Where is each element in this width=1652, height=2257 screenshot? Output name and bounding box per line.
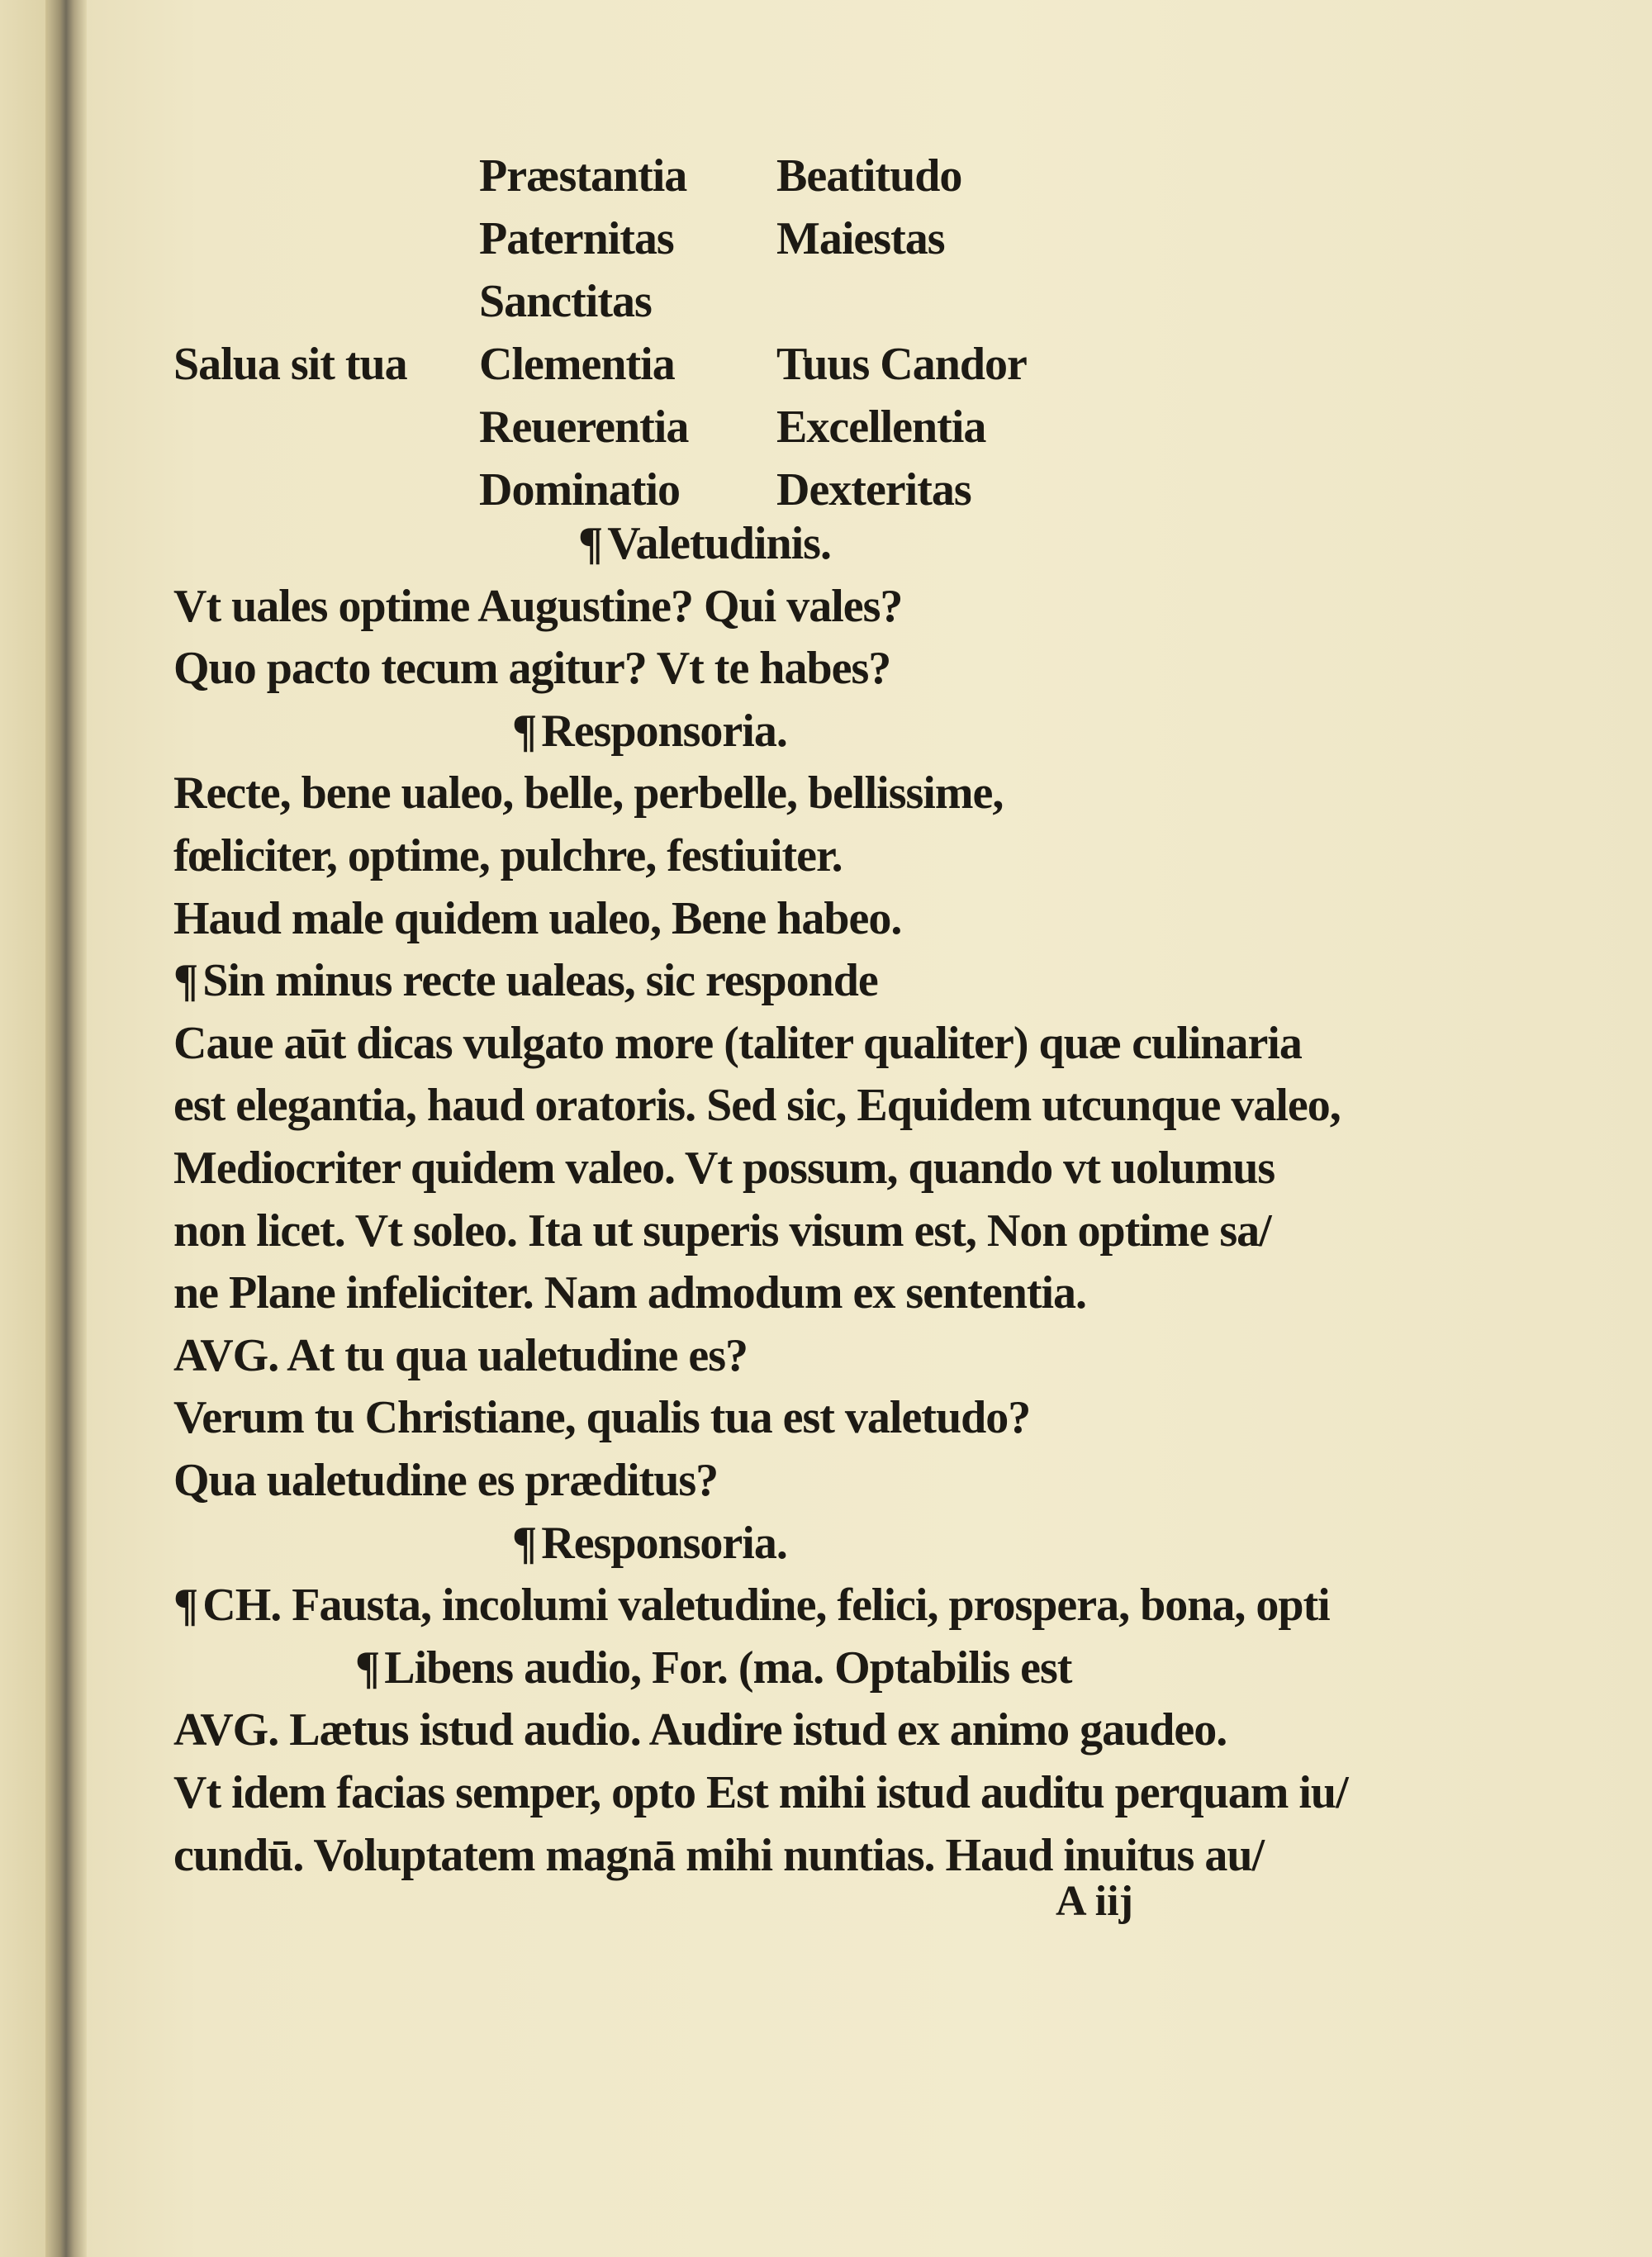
pilcrow-icon: ¶ <box>512 1517 537 1569</box>
line-text: cundū. Voluptatem magnā mihi nuntias. Haud inuitus au/ <box>173 1829 1265 1881</box>
line-text: Recte, bene ualeo, belle, perbelle, bellissime, <box>173 767 1004 820</box>
title-word: Reuerentia <box>479 402 689 453</box>
text-line <box>512 1518 787 1568</box>
salutation-label: Salua sit tua <box>173 339 407 390</box>
title-word: Clementia <box>479 339 675 390</box>
line-text: Valetudinis. <box>607 518 831 569</box>
text-line <box>173 1268 1086 1318</box>
pilcrow-icon: ¶ <box>355 1642 380 1694</box>
line-text: AVG. At tu qua ualetudine es? <box>173 1329 748 1381</box>
text-line <box>355 1643 1071 1693</box>
line-text: Vt idem facias semper, opto Est mihi istud auditu perquam iu/ <box>173 1767 1348 1818</box>
title-word: Præstantia <box>479 150 687 202</box>
line-text: Mediocriter quidem valeo. Vt possum, quando vt uolumus <box>173 1143 1275 1194</box>
title-word <box>776 270 1027 333</box>
title-word: Excellentia <box>776 402 986 453</box>
line-text: Libens audio, For. (ma. Optabilis est <box>384 1642 1072 1694</box>
title-word: Paternitas <box>479 213 674 264</box>
text-line <box>173 1456 718 1505</box>
pilcrow-icon: ¶ <box>512 705 537 757</box>
text-line <box>173 956 878 1005</box>
line-text: Responsoria. <box>541 1517 787 1569</box>
text-line <box>173 1580 1330 1630</box>
line-text: Haud male quidem ualeo, Bene habeo. <box>173 892 902 944</box>
text-line <box>173 1331 748 1380</box>
title-column-1 <box>479 145 688 521</box>
line-text: ne Plane infeliciter. Nam admodum ex sententia. <box>173 1267 1087 1319</box>
pilcrow-icon: ¶ <box>173 955 198 1007</box>
line-text: CH. Fausta, incolumi valetudine, felici, prospera, bona, opti <box>202 1580 1330 1632</box>
line-text: est elegantia, haud oratoris. Sed sic, Equidem utcunque valeo, <box>173 1080 1341 1132</box>
text-line <box>173 1705 1227 1755</box>
line-text: AVG. Lætus istud audio. Audire istud ex animo gaudeo. <box>173 1704 1227 1756</box>
title-column-2 <box>776 145 1027 521</box>
line-text: Sin minus recte ualeas, sic responde <box>202 955 878 1007</box>
pilcrow-icon: ¶ <box>173 1580 198 1632</box>
text-line <box>578 519 831 568</box>
text-line <box>173 644 890 693</box>
line-text: Caue aūt dicas vulgato more (taliter qualiter) quæ culinaria <box>173 1017 1302 1069</box>
text-line <box>173 1831 1264 1880</box>
binding-gutter <box>45 0 87 2257</box>
line-text: Vt uales optime Augustine? Qui vales? <box>173 580 903 632</box>
text-line <box>173 768 1003 818</box>
title-word: Dominatio <box>479 464 680 516</box>
line-text: non licet. Vt soleo. Ita ut superis visum est, Non optime sa/ <box>173 1205 1271 1257</box>
signature-mark: A iij <box>1056 1878 1133 1925</box>
line-text: Verum tu Christiane, qualis tua est valetudo? <box>173 1392 1031 1444</box>
text-line <box>173 1768 1348 1817</box>
left-page-edge <box>0 0 48 2257</box>
pilcrow-icon: ¶ <box>578 518 603 569</box>
title-word: Sanctitas <box>479 276 652 327</box>
text-line <box>173 894 901 943</box>
title-word: Maiestas <box>776 213 945 264</box>
text-line <box>512 706 787 756</box>
text-line <box>173 1393 1030 1442</box>
text-line <box>173 1206 1271 1256</box>
text-line <box>173 1019 1302 1068</box>
title-word: Beatitudo <box>776 150 962 202</box>
text-line <box>173 831 843 881</box>
title-word: Tuus Candor <box>776 339 1027 390</box>
line-text: Qua ualetudine es præditus? <box>173 1455 719 1506</box>
line-text: Quo pacto tecum agitur? Vt te habes? <box>173 643 891 695</box>
line-text: fœliciter, optime, pulchre, festiuiter. <box>173 830 843 881</box>
text-line <box>173 582 902 631</box>
line-text: Responsoria. <box>541 705 787 757</box>
text-line <box>173 1081 1341 1130</box>
title-word: Dexteritas <box>776 464 971 516</box>
text-line <box>173 1143 1275 1193</box>
